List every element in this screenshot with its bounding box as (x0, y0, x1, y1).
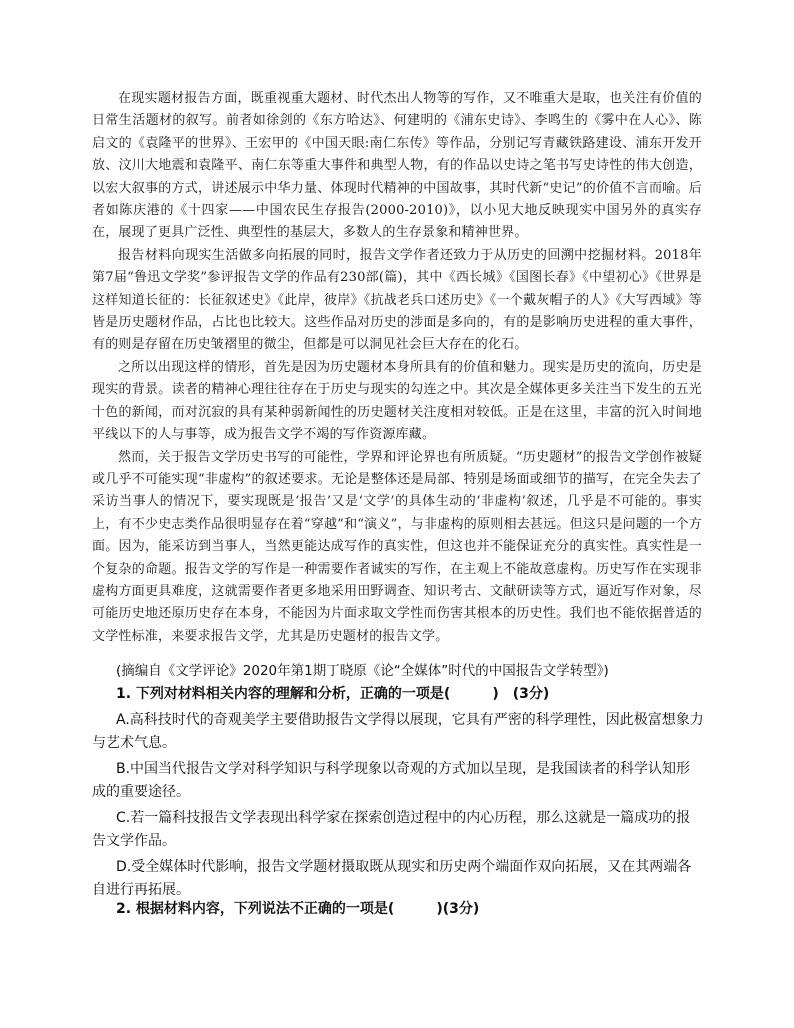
question-2 (92, 898, 704, 921)
reading-passage (92, 88, 702, 648)
source-citation: (摘编自《文学评论》2020年第1期丁晓原《论“全媒体”时代的中国报告文学转型》) (116, 663, 609, 679)
passage-paragraph-4: 然而，关于报告文学历史书写的可能性，学界和评论界也有所质疑。“历史题材”的报告文学创作被疑或几乎不可能实现“非虚构”的叙述要求。无论是整体还是局部、特别是场面或细节的描写，在完全失去了采访当事人的情况下，要实现既是‘报告’又是‘文学’的具体生动的‘非虚构’叙述，几乎是不可能的。事实上，有不少史志类作品很明显存在着“穿越”和“演义”，与非虚构的原则相去甚远。但这只是问题的一个方面。因为，能采访到当事人，当然更能达成写作的真实性，但这也并不能保证充分的真实性。真实性是一个复杂的命题。报告文学的写作是一种需要作者诚实的写作，在主观上不能故意虚构。历史写作在实现非虚构方面更具难度，这就需要作者更多地采用田野调查、知识考古、文献研读等方式，逼近写作对象，尽可能历史地还原历史存在本身，不能因为片面求取文学性而伤害其根本的历史性。我们也不能依据普适的文学性标准，来要求报告文学，尤其是历史题材的报告文学。 (92, 449, 702, 644)
question-1 (92, 683, 704, 902)
question-1-option-b: B.中国当代报告文学对科学知识与科学现象以奇观的方式加以呈现，是我国读者的科学认知形成的重要途径。 (92, 761, 691, 800)
question-1-option-c: C.若一篇科技报告文学表现出科学家在探索创造过程中的内心历程，那么这就是一篇成功的报告文学作品。 (92, 810, 691, 849)
question-1-option-d: D.受全媒体时代影响，报告文学题材摄取既从现实和历史两个端面作双向拓展，又在其两端各自进行再拓展。 (92, 859, 692, 898)
question-2-title: 2. 根据材料内容，下列说法不正确的一项是( )(3分) (116, 901, 480, 917)
passage-paragraph-3: 之所以出现这样的情形，首先是因为历史题材本身所具有的价值和魅力。现实是历史的流向，历史是现实的背景。读者的精神心理往往存在于历史与现实的勾连之中。其次是全媒体更多关注当下发生的五光十色的新闻，而对沉寂的具有某种弱新闻性的历史题材关注度相对较低。正是在这里，丰富的沉入时间地平线以下的人与事等，成为报告文学不竭的写作资源库藏。 (92, 359, 702, 443)
passage-paragraph-1: 在现实题材报告方面，既重视重大题材、时代杰出人物等的写作，又不唯重大是取，也关注有价值的日常生活题材的叙写。前者如徐剑的《东方哈达》、何建明的《浦东史诗》、李鸣生的《雾中在人心》、陈启文的《袁隆平的世界》、王宏甲的《中国天眼:南仁东传》等作品，分别记写青藏铁路建设、浦东开发开放、汶川大地震和袁隆平、南仁东等重大事件和典型人物，有的作品以史诗之笔书写史诗性的伟大创造，以宏大叙事的方式，讲述展示中华力量、体现时代精神的中国故事，其时代新“史记”的价值不言而喻。后者如陈庆港的《十四家——中国农民生存报告(2000-2010)》，以小见大地反映现实中国另外的真实存在，展现了更具广泛性、典型性的基层大，多数人的生存景象和精神世界。 (92, 91, 702, 241)
question-1-option-a: A.高科技时代的奇观美学主要借助报告文学得以展现，它具有严密的科学理性，因此极富想象力与艺术气息。 (92, 712, 704, 751)
question-1-title: 1. 下列对材料相关内容的理解和分析，正确的一项是( ) (3分) (116, 686, 550, 702)
passage-paragraph-2: 报告材料向现实生活做多向拓展的同时，报告文学作者还致力于从历史的回溯中挖掘材料。2018年第7届“鲁迅文学奖”参评报告文学的作品有230部(篇)，其中《西长城》《国图长春》《中望初心》《世界是这样知道长征的：长征叙述史》《此岸，彼岸》《抗战老兵口述历史》《一个戴灰帽子的人》《大写西域》等皆是历史题材作品，占比也比较大。这些作品对历史的涉面是多向的，有的是影响历史进程的重大事件，有的则是存留在历史皱褶里的微尘，但都是可以洞见社会巨大存在的化石。 (92, 247, 702, 353)
